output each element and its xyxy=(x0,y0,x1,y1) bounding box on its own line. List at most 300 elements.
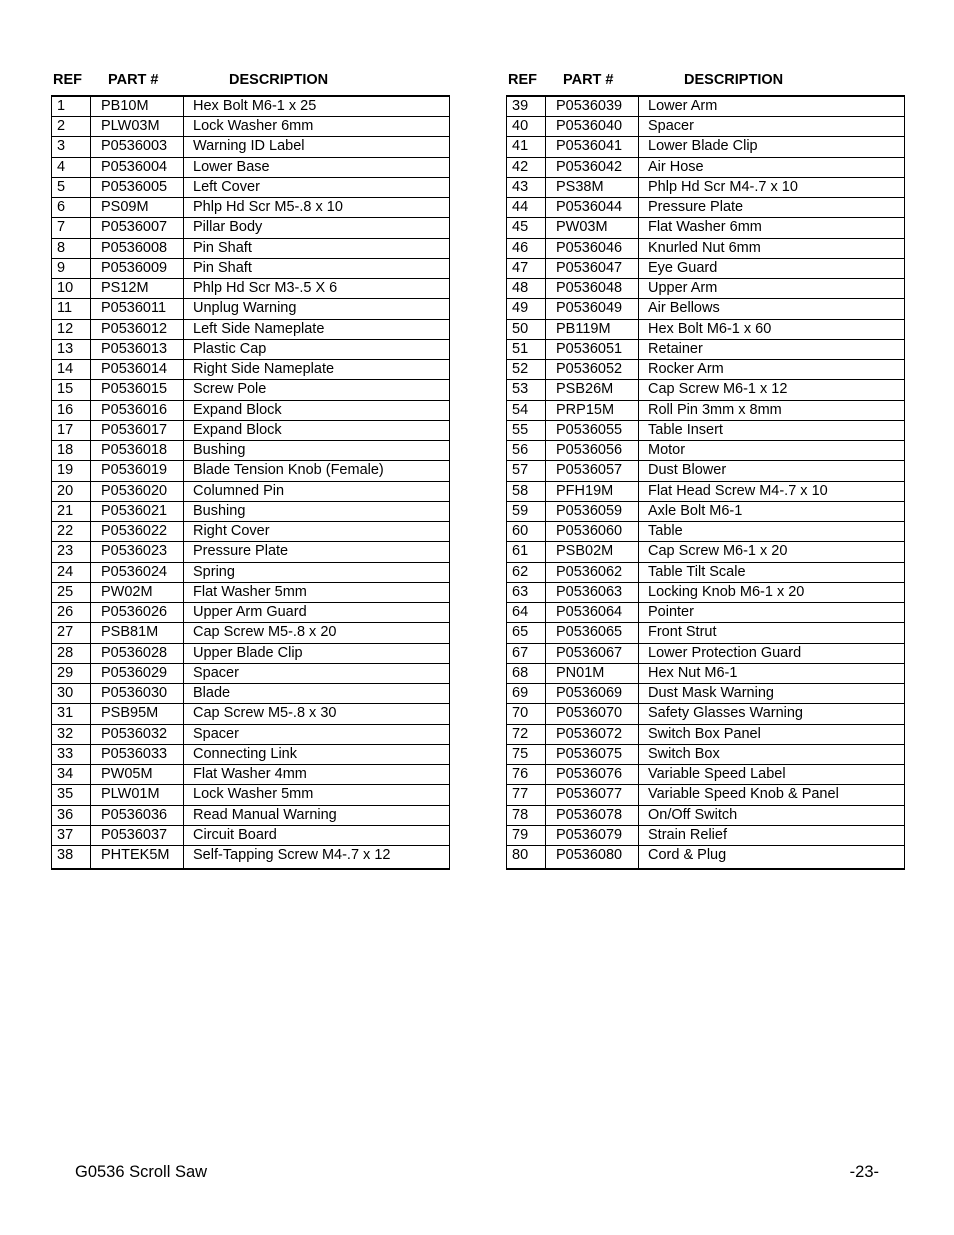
description-cell: Connecting Link xyxy=(184,744,450,764)
ref-cell: 36 xyxy=(52,805,91,825)
description-cell: Dust Mask Warning xyxy=(639,684,905,704)
ref-cell: 77 xyxy=(507,785,546,805)
ref-cell: 59 xyxy=(507,501,546,521)
ref-cell: 69 xyxy=(507,684,546,704)
description-cell: Columned Pin xyxy=(184,481,450,501)
description-cell: Locking Knob M6-1 x 20 xyxy=(639,582,905,602)
part-number-cell: PSB81M xyxy=(91,623,184,643)
ref-cell: 56 xyxy=(507,441,546,461)
column-headers xyxy=(506,70,904,90)
part-number-cell: P0536044 xyxy=(546,198,639,218)
table-row xyxy=(52,360,450,380)
ref-cell: 67 xyxy=(507,643,546,663)
table-row xyxy=(507,724,905,744)
ref-cell: 42 xyxy=(507,157,546,177)
description-cell: Lower Arm xyxy=(639,96,905,117)
ref-cell: 11 xyxy=(52,299,91,319)
part-number-cell: P0536077 xyxy=(546,785,639,805)
table-row xyxy=(52,684,450,704)
table-row xyxy=(52,704,450,724)
description-cell: Cord & Plug xyxy=(639,846,905,870)
ref-cell: 44 xyxy=(507,198,546,218)
ref-cell: 63 xyxy=(507,582,546,602)
description-cell: Strain Relief xyxy=(639,825,905,845)
part-number-cell: P0536032 xyxy=(91,724,184,744)
table-row xyxy=(507,765,905,785)
part-number-cell: PFH19M xyxy=(546,481,639,501)
part-number-cell: P0536039 xyxy=(546,96,639,117)
part-number-cell: P0536029 xyxy=(91,663,184,683)
description-cell: Flat Washer 5mm xyxy=(184,582,450,602)
description-cell: Warning ID Label xyxy=(184,137,450,157)
ref-cell: 76 xyxy=(507,765,546,785)
description-cell: Spring xyxy=(184,562,450,582)
part-number-cell: P0536046 xyxy=(546,238,639,258)
table-row xyxy=(52,461,450,481)
part-number-cell: P0536078 xyxy=(546,805,639,825)
ref-cell: 23 xyxy=(52,542,91,562)
description-cell: Phlp Hd Scr M5-.8 x 10 xyxy=(184,198,450,218)
part-number-cell: P0536022 xyxy=(91,522,184,542)
part-number-cell: P0536021 xyxy=(91,501,184,521)
table-row xyxy=(52,522,450,542)
part-number-cell: P0536004 xyxy=(91,157,184,177)
description-cell: Plastic Cap xyxy=(184,339,450,359)
table-row xyxy=(52,96,450,117)
table-row xyxy=(507,157,905,177)
part-number-cell: P0536065 xyxy=(546,623,639,643)
ref-cell: 8 xyxy=(52,238,91,258)
table-row xyxy=(507,279,905,299)
ref-cell: 14 xyxy=(52,360,91,380)
ref-cell: 78 xyxy=(507,805,546,825)
description-cell: Rocker Arm xyxy=(639,360,905,380)
ref-cell: 53 xyxy=(507,380,546,400)
description-cell: Spacer xyxy=(184,724,450,744)
ref-cell: 35 xyxy=(52,785,91,805)
table-row xyxy=(507,441,905,461)
ref-cell: 18 xyxy=(52,441,91,461)
table-row xyxy=(507,501,905,521)
ref-cell: 61 xyxy=(507,542,546,562)
part-number-cell: P0536037 xyxy=(91,825,184,845)
table-row xyxy=(507,603,905,623)
table-row xyxy=(52,420,450,440)
ref-cell: 40 xyxy=(507,117,546,137)
ref-cell: 24 xyxy=(52,562,91,582)
table-row xyxy=(52,603,450,623)
ref-cell: 2 xyxy=(52,117,91,137)
part-number-cell: P0536057 xyxy=(546,461,639,481)
part-number-cell: PSB95M xyxy=(91,704,184,724)
table-row xyxy=(52,744,450,764)
part-number-cell: P0536003 xyxy=(91,137,184,157)
header-ref: REF xyxy=(53,72,82,88)
description-cell: Left Side Nameplate xyxy=(184,319,450,339)
ref-cell: 65 xyxy=(507,623,546,643)
table-row xyxy=(52,542,450,562)
description-cell: Cap Screw M5-.8 x 20 xyxy=(184,623,450,643)
part-number-cell: PS38M xyxy=(546,177,639,197)
ref-cell: 51 xyxy=(507,339,546,359)
table-row xyxy=(507,339,905,359)
table-row xyxy=(507,198,905,218)
table-row xyxy=(52,339,450,359)
part-number-cell: PLW01M xyxy=(91,785,184,805)
ref-cell: 4 xyxy=(52,157,91,177)
ref-cell: 38 xyxy=(52,846,91,870)
description-cell: Variable Speed Label xyxy=(639,765,905,785)
ref-cell: 47 xyxy=(507,258,546,278)
table-row xyxy=(507,542,905,562)
table-row xyxy=(507,684,905,704)
table-row xyxy=(52,785,450,805)
table-row xyxy=(507,96,905,117)
ref-cell: 17 xyxy=(52,420,91,440)
ref-cell: 79 xyxy=(507,825,546,845)
part-number-cell: P0536064 xyxy=(546,603,639,623)
part-number-cell: P0536070 xyxy=(546,704,639,724)
table-row xyxy=(52,825,450,845)
part-number-cell: P0536016 xyxy=(91,400,184,420)
description-cell: Eye Guard xyxy=(639,258,905,278)
table-row xyxy=(507,846,905,870)
table-row xyxy=(52,258,450,278)
part-number-cell: PLW03M xyxy=(91,117,184,137)
part-number-cell: P0536049 xyxy=(546,299,639,319)
table-row xyxy=(507,744,905,764)
part-number-cell: PSB26M xyxy=(546,380,639,400)
description-cell: Flat Washer 4mm xyxy=(184,765,450,785)
part-number-cell: P0536013 xyxy=(91,339,184,359)
ref-cell: 30 xyxy=(52,684,91,704)
description-cell: Pressure Plate xyxy=(639,198,905,218)
table-row xyxy=(507,643,905,663)
header-part-number: PART # xyxy=(108,72,159,88)
description-cell: Dust Blower xyxy=(639,461,905,481)
column-headers xyxy=(51,70,449,90)
part-number-cell: P0536040 xyxy=(546,117,639,137)
parts-table-left xyxy=(51,95,450,870)
ref-cell: 60 xyxy=(507,522,546,542)
part-number-cell: PS09M xyxy=(91,198,184,218)
description-cell: Switch Box Panel xyxy=(639,724,905,744)
ref-cell: 37 xyxy=(52,825,91,845)
part-number-cell: P0536052 xyxy=(546,360,639,380)
footer-document-title: G0536 Scroll Saw xyxy=(75,1163,208,1181)
part-number-cell: PHTEK5M xyxy=(91,846,184,870)
ref-cell: 70 xyxy=(507,704,546,724)
description-cell: Read Manual Warning xyxy=(184,805,450,825)
ref-cell: 1 xyxy=(52,96,91,117)
table-row xyxy=(507,420,905,440)
table-row xyxy=(52,441,450,461)
ref-cell: 20 xyxy=(52,481,91,501)
table-row xyxy=(507,319,905,339)
ref-cell: 49 xyxy=(507,299,546,319)
ref-cell: 16 xyxy=(52,400,91,420)
description-cell: Air Bellows xyxy=(639,299,905,319)
header-description: DESCRIPTION xyxy=(229,72,329,88)
part-number-cell: P0536018 xyxy=(91,441,184,461)
description-cell: Left Cover xyxy=(184,177,450,197)
footer-page-number: -23- xyxy=(849,1163,879,1181)
description-cell: Hex Bolt M6-1 x 25 xyxy=(184,96,450,117)
part-number-cell: P0536041 xyxy=(546,137,639,157)
part-number-cell: P0536069 xyxy=(546,684,639,704)
part-number-cell: PSB02M xyxy=(546,542,639,562)
table-row xyxy=(507,137,905,157)
part-number-cell: P0536009 xyxy=(91,258,184,278)
part-number-cell: P0536055 xyxy=(546,420,639,440)
description-cell: Pin Shaft xyxy=(184,238,450,258)
part-number-cell: P0536028 xyxy=(91,643,184,663)
table-row xyxy=(52,380,450,400)
table-row xyxy=(507,623,905,643)
ref-cell: 5 xyxy=(52,177,91,197)
part-number-cell: P0536072 xyxy=(546,724,639,744)
table-row xyxy=(507,177,905,197)
part-number-cell: P0536076 xyxy=(546,765,639,785)
ref-cell: 55 xyxy=(507,420,546,440)
table-row xyxy=(52,501,450,521)
description-cell: Pressure Plate xyxy=(184,542,450,562)
table-row xyxy=(52,805,450,825)
ref-cell: 31 xyxy=(52,704,91,724)
ref-cell: 80 xyxy=(507,846,546,870)
part-number-cell: P0536026 xyxy=(91,603,184,623)
table-row xyxy=(52,157,450,177)
ref-cell: 75 xyxy=(507,744,546,764)
description-cell: Self-Tapping Screw M4-.7 x 12 xyxy=(184,846,450,870)
table-row xyxy=(507,258,905,278)
ref-cell: 32 xyxy=(52,724,91,744)
ref-cell: 9 xyxy=(52,258,91,278)
ref-cell: 3 xyxy=(52,137,91,157)
part-number-cell: P0536067 xyxy=(546,643,639,663)
table-row xyxy=(507,704,905,724)
description-cell: Lock Washer 6mm xyxy=(184,117,450,137)
table-row xyxy=(52,299,450,319)
description-cell: Pointer xyxy=(639,603,905,623)
description-cell: Axle Bolt M6-1 xyxy=(639,501,905,521)
description-cell: Cap Screw M6-1 x 20 xyxy=(639,542,905,562)
table-row xyxy=(507,400,905,420)
table-row xyxy=(507,218,905,238)
table-row xyxy=(52,623,450,643)
table-row xyxy=(52,724,450,744)
ref-cell: 15 xyxy=(52,380,91,400)
description-cell: Bushing xyxy=(184,501,450,521)
table-row xyxy=(507,360,905,380)
ref-cell: 41 xyxy=(507,137,546,157)
description-cell: Upper Arm Guard xyxy=(184,603,450,623)
part-number-cell: P0536042 xyxy=(546,157,639,177)
table-row xyxy=(52,663,450,683)
ref-cell: 68 xyxy=(507,663,546,683)
ref-cell: 26 xyxy=(52,603,91,623)
ref-cell: 39 xyxy=(507,96,546,117)
description-cell: Blade xyxy=(184,684,450,704)
table-row xyxy=(52,198,450,218)
table-row xyxy=(52,117,450,137)
part-number-cell: PW05M xyxy=(91,765,184,785)
description-cell: Upper Arm xyxy=(639,279,905,299)
ref-cell: 13 xyxy=(52,339,91,359)
table-row xyxy=(507,663,905,683)
part-number-cell: PB119M xyxy=(546,319,639,339)
table-row xyxy=(52,279,450,299)
description-cell: Spacer xyxy=(639,117,905,137)
parts-list-right xyxy=(506,70,904,863)
part-number-cell: P0536059 xyxy=(546,501,639,521)
description-cell: Roll Pin 3mm x 8mm xyxy=(639,400,905,420)
ref-cell: 12 xyxy=(52,319,91,339)
description-cell: Hex Bolt M6-1 x 60 xyxy=(639,319,905,339)
ref-cell: 43 xyxy=(507,177,546,197)
part-number-cell: P0536051 xyxy=(546,339,639,359)
description-cell: Lock Washer 5mm xyxy=(184,785,450,805)
ref-cell: 25 xyxy=(52,582,91,602)
header-part-number: PART # xyxy=(563,72,614,88)
description-cell: Right Side Nameplate xyxy=(184,360,450,380)
ref-cell: 52 xyxy=(507,360,546,380)
part-number-cell: PW03M xyxy=(546,218,639,238)
table-row xyxy=(507,785,905,805)
table-row xyxy=(507,582,905,602)
part-number-cell: PW02M xyxy=(91,582,184,602)
part-number-cell: P0536079 xyxy=(546,825,639,845)
ref-cell: 22 xyxy=(52,522,91,542)
description-cell: Spacer xyxy=(184,663,450,683)
ref-cell: 64 xyxy=(507,603,546,623)
ref-cell: 62 xyxy=(507,562,546,582)
table-row xyxy=(52,846,450,870)
part-number-cell: P0536030 xyxy=(91,684,184,704)
description-cell: Pin Shaft xyxy=(184,258,450,278)
description-cell: Circuit Board xyxy=(184,825,450,845)
part-number-cell: P0536056 xyxy=(546,441,639,461)
part-number-cell: P0536036 xyxy=(91,805,184,825)
description-cell: Front Strut xyxy=(639,623,905,643)
description-cell: Phlp Hd Scr M3-.5 X 6 xyxy=(184,279,450,299)
table-row xyxy=(507,299,905,319)
ref-cell: 54 xyxy=(507,400,546,420)
ref-cell: 57 xyxy=(507,461,546,481)
part-number-cell: P0536023 xyxy=(91,542,184,562)
part-number-cell: P0536060 xyxy=(546,522,639,542)
description-cell: Lower Protection Guard xyxy=(639,643,905,663)
table-row xyxy=(507,461,905,481)
description-cell: Switch Box xyxy=(639,744,905,764)
part-number-cell: P0536024 xyxy=(91,562,184,582)
ref-cell: 27 xyxy=(52,623,91,643)
part-number-cell: P0536080 xyxy=(546,846,639,870)
ref-cell: 21 xyxy=(52,501,91,521)
table-row xyxy=(507,562,905,582)
ref-cell: 7 xyxy=(52,218,91,238)
description-cell: Cap Screw M5-.8 x 30 xyxy=(184,704,450,724)
table-row xyxy=(507,380,905,400)
ref-cell: 48 xyxy=(507,279,546,299)
table-row xyxy=(52,177,450,197)
part-number-cell: P0536007 xyxy=(91,218,184,238)
part-number-cell: P0536047 xyxy=(546,258,639,278)
description-cell: On/Off Switch xyxy=(639,805,905,825)
description-cell: Expand Block xyxy=(184,400,450,420)
ref-cell: 10 xyxy=(52,279,91,299)
description-cell: Retainer xyxy=(639,339,905,359)
part-number-cell: P0536075 xyxy=(546,744,639,764)
description-cell: Knurled Nut 6mm xyxy=(639,238,905,258)
description-cell: Phlp Hd Scr M4-.7 x 10 xyxy=(639,177,905,197)
table-row xyxy=(507,522,905,542)
part-number-cell: PB10M xyxy=(91,96,184,117)
description-cell: Pillar Body xyxy=(184,218,450,238)
description-cell: Hex Nut M6-1 xyxy=(639,663,905,683)
table-row xyxy=(52,643,450,663)
description-cell: Variable Speed Knob & Panel xyxy=(639,785,905,805)
description-cell: Screw Pole xyxy=(184,380,450,400)
part-number-cell: P0536008 xyxy=(91,238,184,258)
description-cell: Table xyxy=(639,522,905,542)
table-row xyxy=(52,218,450,238)
part-number-cell: P0536005 xyxy=(91,177,184,197)
header-description: DESCRIPTION xyxy=(684,72,784,88)
part-number-cell: P0536012 xyxy=(91,319,184,339)
part-number-cell: PS12M xyxy=(91,279,184,299)
description-cell: Upper Blade Clip xyxy=(184,643,450,663)
description-cell: Flat Washer 6mm xyxy=(639,218,905,238)
description-cell: Blade Tension Knob (Female) xyxy=(184,461,450,481)
description-cell: Flat Head Screw M4-.7 x 10 xyxy=(639,481,905,501)
part-number-cell: P0536011 xyxy=(91,299,184,319)
ref-cell: 28 xyxy=(52,643,91,663)
part-number-cell: P0536019 xyxy=(91,461,184,481)
table-row xyxy=(52,481,450,501)
description-cell: Lower Blade Clip xyxy=(639,137,905,157)
table-row xyxy=(507,238,905,258)
description-cell: Right Cover xyxy=(184,522,450,542)
parts-table-right xyxy=(506,95,905,870)
table-row xyxy=(52,238,450,258)
header-ref: REF xyxy=(508,72,537,88)
description-cell: Lower Base xyxy=(184,157,450,177)
part-number-cell: PN01M xyxy=(546,663,639,683)
ref-cell: 34 xyxy=(52,765,91,785)
ref-cell: 46 xyxy=(507,238,546,258)
ref-cell: 33 xyxy=(52,744,91,764)
part-number-cell: P0536033 xyxy=(91,744,184,764)
table-row xyxy=(52,319,450,339)
ref-cell: 72 xyxy=(507,724,546,744)
description-cell: Air Hose xyxy=(639,157,905,177)
part-number-cell: P0536048 xyxy=(546,279,639,299)
description-cell: Cap Screw M6-1 x 12 xyxy=(639,380,905,400)
table-row xyxy=(507,825,905,845)
description-cell: Expand Block xyxy=(184,420,450,440)
table-row xyxy=(52,137,450,157)
description-cell: Bushing xyxy=(184,441,450,461)
part-number-cell: PRP15M xyxy=(546,400,639,420)
parts-list-left xyxy=(51,70,449,863)
table-row xyxy=(507,117,905,137)
ref-cell: 29 xyxy=(52,663,91,683)
ref-cell: 19 xyxy=(52,461,91,481)
part-number-cell: P0536020 xyxy=(91,481,184,501)
part-number-cell: P0536017 xyxy=(91,420,184,440)
ref-cell: 6 xyxy=(52,198,91,218)
